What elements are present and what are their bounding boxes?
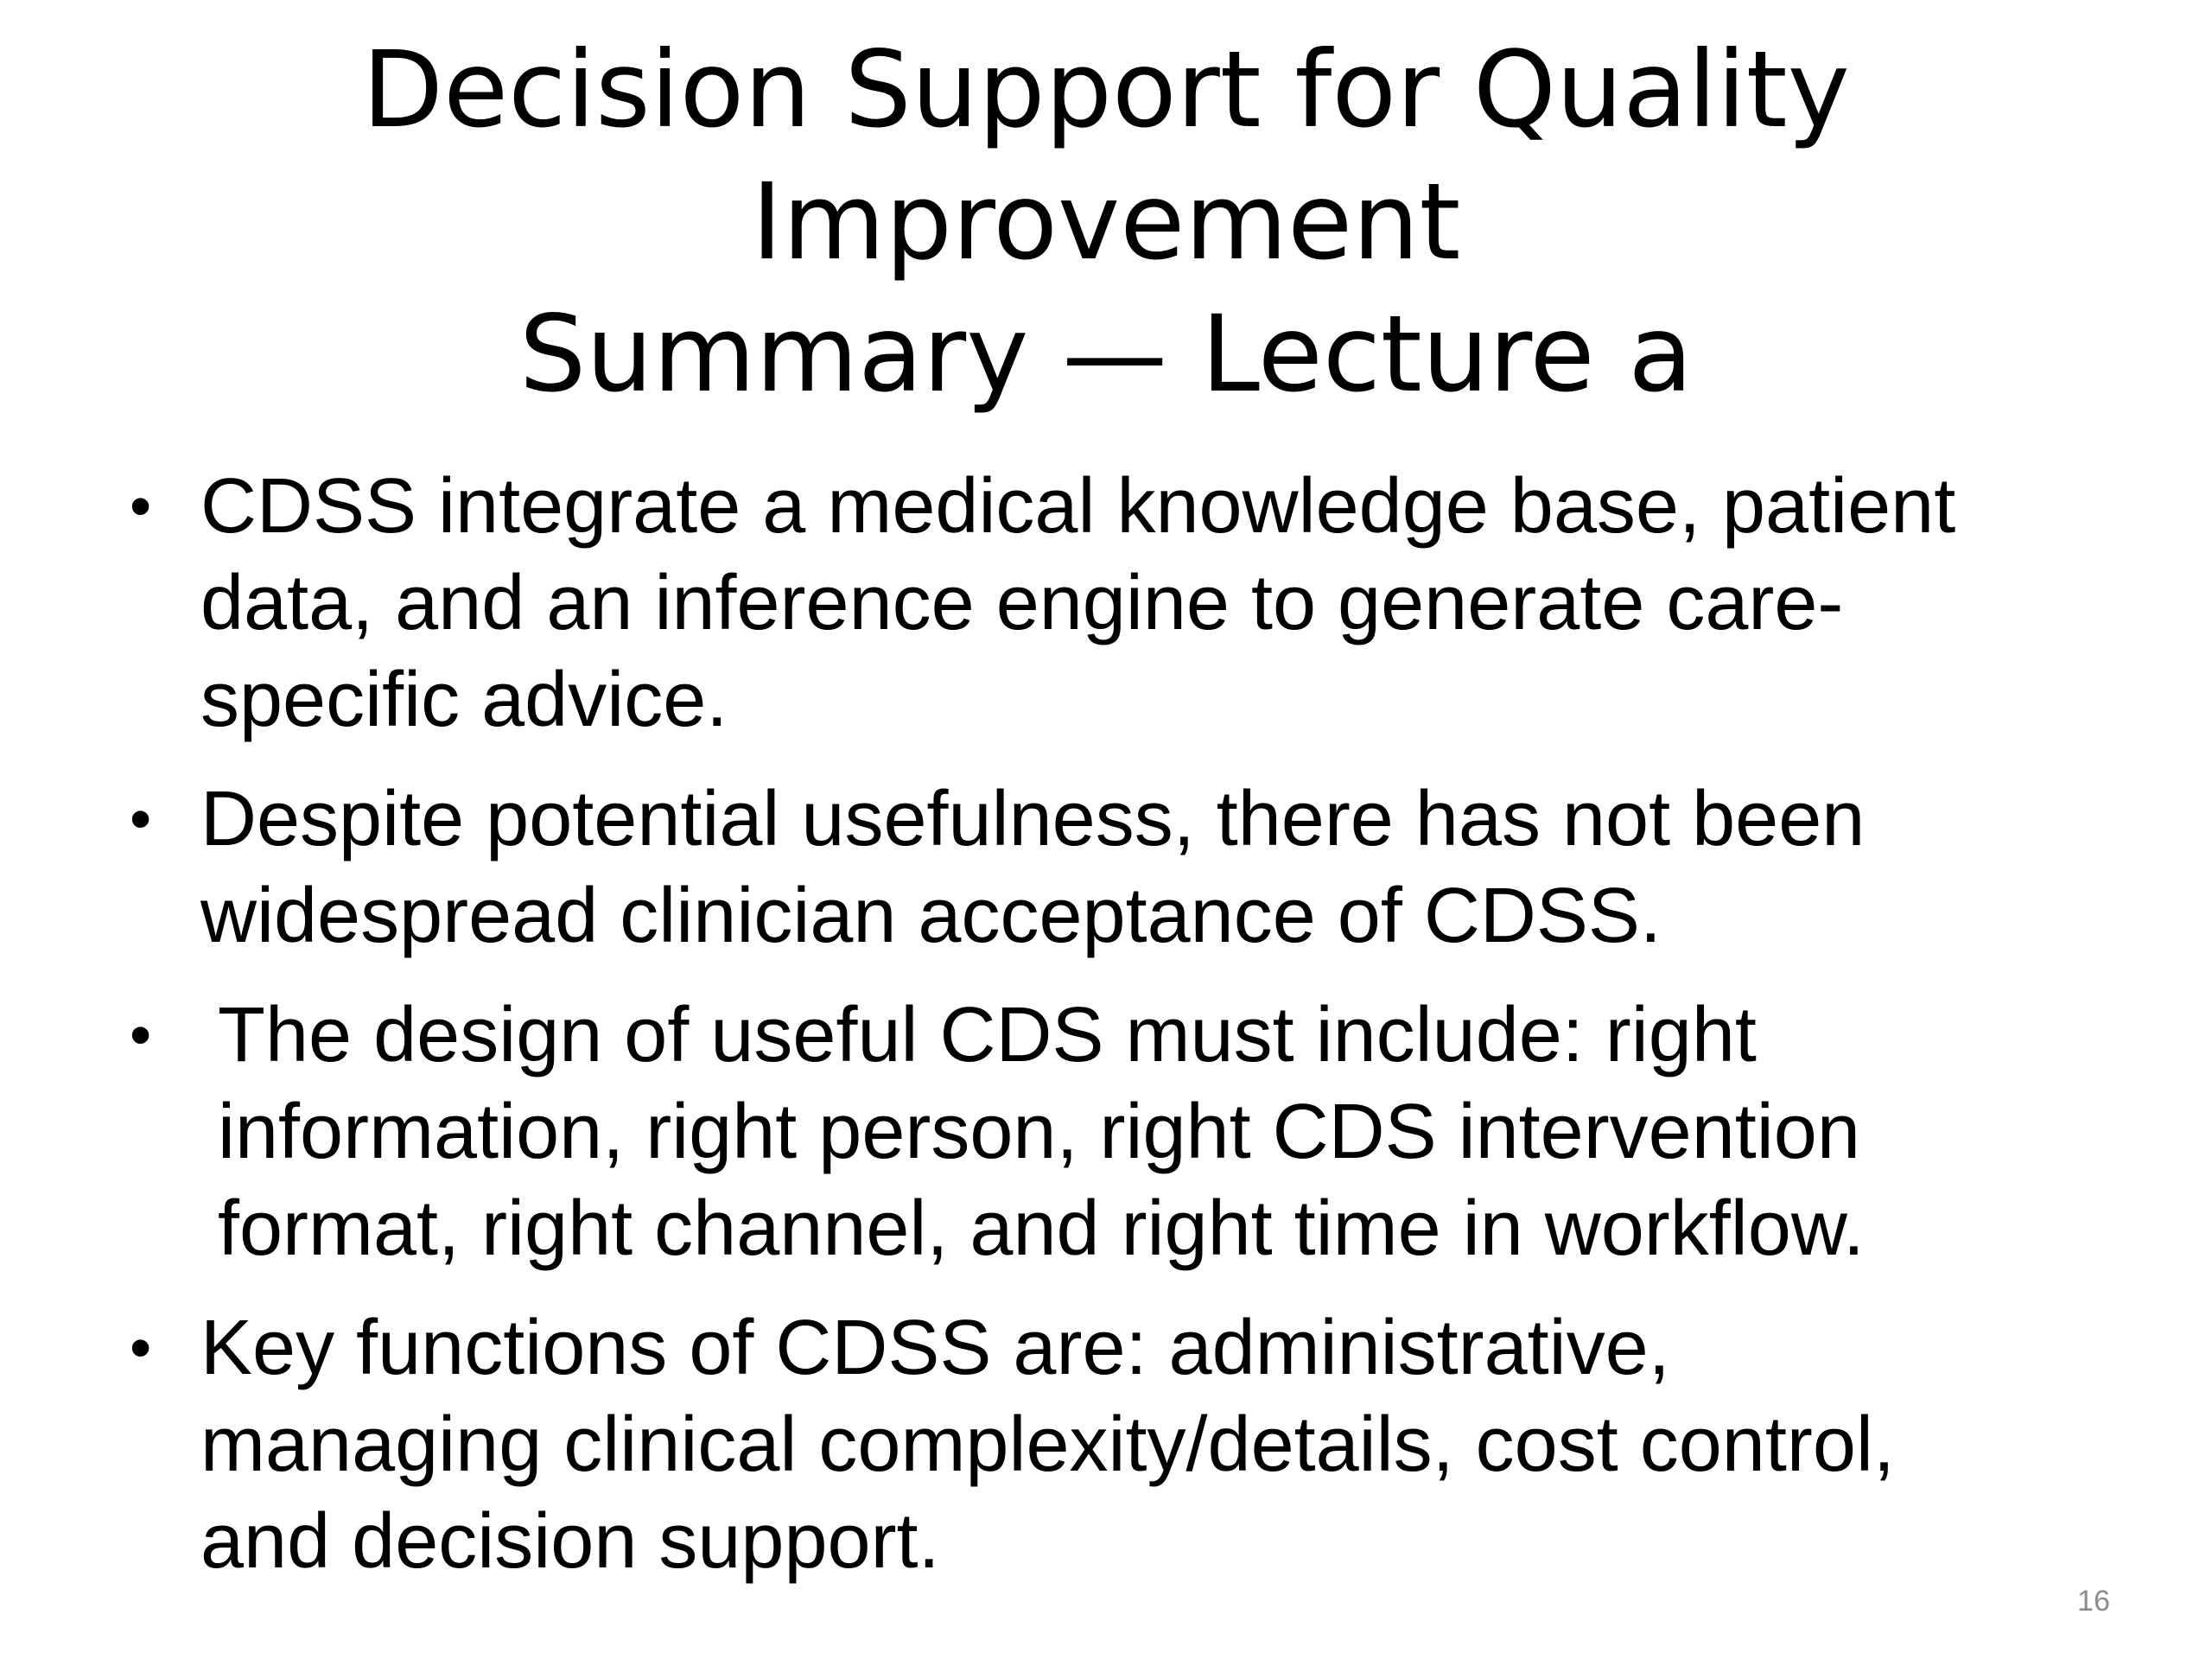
bullet-text-line: information, right person, right CDS intervention <box>218 1089 1860 1175</box>
bullet-text-line: managing clinical complexity/details, cost control, <box>200 1402 1895 1488</box>
bullet-text-line: format, right channel, and right time in workflow. <box>218 1185 1865 1272</box>
slide-title-line: Decision Support for Quality <box>362 29 1850 151</box>
bullet-item <box>130 1300 2134 1590</box>
slide-title-line: Improvement <box>751 161 1461 283</box>
bullet-text-line: data, and an inference engine to generate care- <box>200 560 1844 646</box>
page-number: 16 <box>2077 1585 2110 1618</box>
bullet-text-line: Despite potential usefulness, there has not been <box>200 776 1866 862</box>
bullet-text-line: Key functions of CDSS are: administrative, <box>200 1305 1670 1391</box>
bullet-dot-icon: • <box>130 1313 152 1382</box>
bullet-item <box>130 458 2134 748</box>
bullet-text-line: The design of useful CDS must include: right <box>218 992 1757 1078</box>
bullet-text-line: specific advice. <box>200 657 728 743</box>
bullet-list <box>130 458 2134 1590</box>
bullet-text-line: CDSS integrate a medical knowledge base, patient <box>200 463 1956 550</box>
bullet-item <box>130 987 2134 1277</box>
bullet-dot-icon: • <box>130 785 152 854</box>
slide-title-line: Summary — Lecture a <box>518 293 1694 416</box>
bullet-text-line: and decision support. <box>200 1498 940 1585</box>
bullet-item <box>130 771 2134 964</box>
bullet-text-line: widespread clinician acceptance of CDSS. <box>200 873 1662 959</box>
bullet-dot-icon: • <box>130 1001 152 1070</box>
slide-title <box>0 24 2212 421</box>
bullet-dot-icon: • <box>130 472 152 541</box>
